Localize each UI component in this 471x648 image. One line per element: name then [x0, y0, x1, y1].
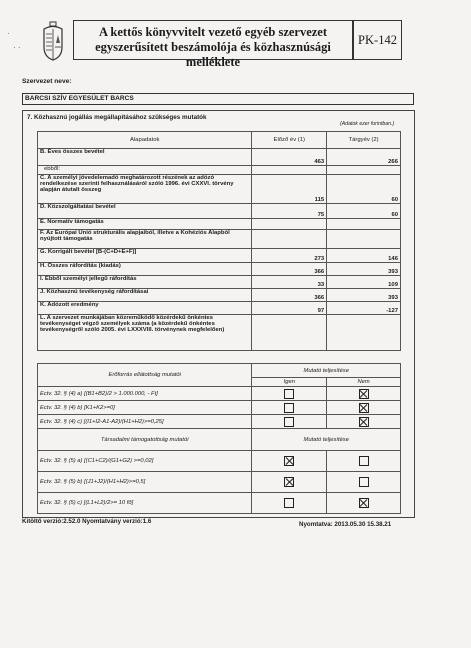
fulfillment-header: Mutató teljesítése: [252, 429, 401, 451]
table-row: [38, 230, 401, 249]
form-title-line2: egyszerűsített beszámolója és közhasznúsági melléklete: [95, 40, 331, 69]
table-row: [38, 315, 401, 351]
column-header-basedata: Alapadatok: [38, 132, 252, 149]
unit-note: (Adatok ezer forintban.): [340, 121, 395, 127]
section-title: 7. Közhasznú jogállás megállapításához szükséges mutatók: [27, 114, 207, 121]
indicator-formula: Ectv. 32. § (5) a) [(C1+C2)/(G1+G2) >=0,02]: [38, 451, 252, 472]
indicator-formula: Ectv. 32. § (5) c) [(L1+L2)/2>= 10 fő]: [38, 493, 252, 514]
previous-year-value[interactable]: 33: [252, 276, 327, 289]
table-row: [38, 276, 401, 289]
indicator-formula: Ectv. 32. § (4) a) [(B1+B2)/2 > 1.000.000, - Ft]: [38, 387, 252, 401]
column-header-previous-year: Előző év (1): [252, 132, 327, 149]
support-indicator-row: [38, 451, 401, 472]
current-year-value[interactable]: 266: [327, 149, 401, 166]
resource-indicator-row: [38, 387, 401, 401]
row-label: G. Korrigált bevétel [B-(C+D+E+F)]: [38, 249, 252, 263]
resource-indicator-row: [38, 401, 401, 415]
current-year-value[interactable]: 393: [327, 263, 401, 276]
fulfillment-header: Mutató teljesítése: [252, 364, 401, 378]
row-label: J. Közhasznú tevékenység ráfordításai: [38, 289, 252, 302]
form-title: [73, 20, 353, 69]
no-checkbox[interactable]: [359, 403, 369, 413]
previous-year-value[interactable]: 273: [252, 249, 327, 263]
current-year-value[interactable]: -127: [327, 302, 401, 315]
resources-header: Erőforrás ellátottság mutatói: [38, 364, 252, 387]
current-year-value[interactable]: 109: [327, 276, 401, 289]
no-checkbox[interactable]: [359, 477, 369, 487]
current-year-value[interactable]: 60: [327, 204, 401, 219]
support-indicator-row: [38, 472, 401, 493]
no-checkbox[interactable]: [359, 498, 369, 508]
current-year-value[interactable]: [327, 230, 401, 249]
row-label: ebből:: [38, 166, 252, 175]
support-header: Társadalmi támogatottság mutatói: [38, 429, 252, 451]
previous-year-value[interactable]: 75: [252, 204, 327, 219]
organization-name-field[interactable]: BARCSI SZÍV EGYESÜLET BARCS: [22, 93, 414, 105]
table-header-row: [38, 132, 401, 149]
yes-checkbox[interactable]: [284, 477, 294, 487]
table-row: [38, 289, 401, 302]
indicators-table: [37, 131, 401, 351]
table-row: [38, 263, 401, 276]
previous-year-value[interactable]: 366: [252, 263, 327, 276]
yes-checkbox[interactable]: [284, 498, 294, 508]
indicator-formula: Ectv. 32. § (5) b) [(J1+J2)/(H1+H2)>=0,5]: [38, 472, 252, 493]
no-checkbox[interactable]: [359, 417, 369, 427]
table-row: [38, 219, 401, 230]
organization-label: Szervezet neve:: [22, 78, 72, 85]
no-checkbox[interactable]: [359, 389, 369, 399]
current-year-value[interactable]: [327, 166, 401, 175]
yes-header: Igen: [252, 378, 327, 387]
previous-year-value[interactable]: [252, 219, 327, 230]
previous-year-value[interactable]: 463: [252, 149, 327, 166]
current-year-value[interactable]: [327, 219, 401, 230]
indicator-formula: Ectv. 32. § (4) b) [K1+K2>=0]: [38, 401, 252, 415]
support-indicator-row: [38, 493, 401, 514]
table-row: [38, 166, 401, 175]
scan-mark: · ·: [13, 43, 21, 52]
row-label: D. Közszolgáltatási bevétel: [38, 204, 252, 219]
yes-checkbox[interactable]: [284, 456, 294, 466]
print-timestamp: Nyomtatva: 2013.05.30 15.38.21: [299, 521, 392, 528]
row-label: E. Normatív támogatás: [38, 219, 252, 230]
no-checkbox[interactable]: [359, 456, 369, 466]
row-label: L. A szervezet munkájában közreműködő közérdekű önkéntes tevékenységet végző személyek száma (a közérdekű önkéntes tevékenységről szóló 2005. évi LXXXVIII. törvénynek megfelelően): [38, 315, 252, 351]
coat-of-arms-icon: [39, 21, 67, 61]
previous-year-value[interactable]: [252, 315, 327, 351]
current-year-value[interactable]: 393: [327, 289, 401, 302]
indicator-formula: Ectv. 32. § (4) c) [(I1+I2-A1-A2)/(H1+H2)>=0,25]: [38, 415, 252, 429]
row-label: C. A személyi jövedelemadó meghatározott részének az adózó rendelkezése szerinti felhasználásáról szóló 1996. évi CXXVI. törvény alapján átutalt összeg: [38, 175, 252, 204]
row-label: F. Az Európai Unió strukturális alapjaiból, illetve a Kohéziós Alapból nyújtott támogatás: [38, 230, 252, 249]
yes-checkbox[interactable]: [284, 403, 294, 413]
form-code: PK-142: [353, 20, 402, 60]
row-label: B. Éves összes bevétel: [38, 149, 252, 166]
row-label: H. Összes ráfordítás (kiadás): [38, 263, 252, 276]
no-header: Nem: [327, 378, 401, 387]
table-row: [38, 204, 401, 219]
table-row: [38, 302, 401, 315]
previous-year-value[interactable]: 366: [252, 289, 327, 302]
table-row: [38, 149, 401, 166]
support-header-row: [38, 429, 401, 451]
previous-year-value[interactable]: [252, 230, 327, 249]
column-header-current-year: Tárgyév (2): [327, 132, 401, 149]
version-info: Kitöltő verzió:2.52.0 Nyomtatvány verzió:1.6: [22, 518, 152, 525]
row-label: K. Adózott eredmény: [38, 302, 252, 315]
previous-year-value[interactable]: 97: [252, 302, 327, 315]
yes-checkbox[interactable]: [284, 389, 294, 399]
compliance-table: [37, 363, 401, 514]
table-row: [38, 175, 401, 204]
resources-header-row: [38, 364, 401, 378]
current-year-value[interactable]: [327, 315, 401, 351]
form-title-line1: A kettős könyvvitelt vezető egyéb szervezet: [98, 25, 328, 39]
previous-year-value[interactable]: [252, 166, 327, 175]
row-label: I. Ebből személyi jellegű ráfordítás: [38, 276, 252, 289]
yes-checkbox[interactable]: [284, 417, 294, 427]
previous-year-value[interactable]: 115: [252, 175, 327, 204]
table-row: [38, 249, 401, 263]
scan-mark: ·: [7, 29, 10, 38]
current-year-value[interactable]: 146: [327, 249, 401, 263]
current-year-value[interactable]: 60: [327, 175, 401, 204]
resource-indicator-row: [38, 415, 401, 429]
